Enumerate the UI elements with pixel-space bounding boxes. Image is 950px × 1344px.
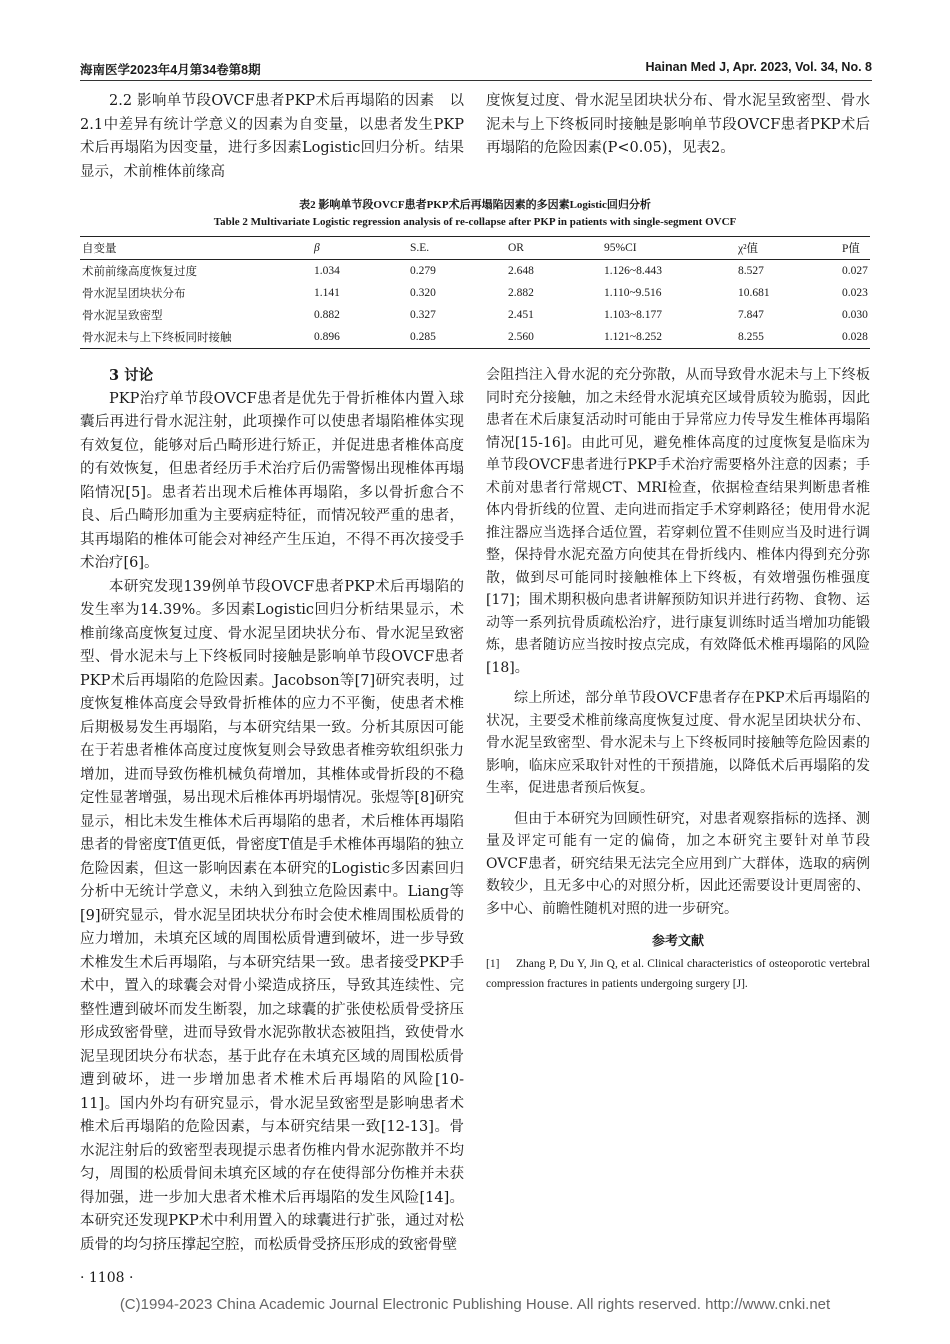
header-p: P值 [842,243,860,255]
cell-beta: 1.141 [314,287,340,299]
cell-se: 0.285 [410,331,436,343]
section-2-2-left [80,90,464,184]
discussion-right-column [486,364,870,1264]
discussion-paragraph-2: 本研究发现139例单节段OVCF患者PKP术后再塌陷的发生率为14.39%。多因素Logistic回归分析结果显示，术椎前缘高度恢复过度、骨水泥呈团块状分布、骨水泥呈致密型、骨水泥未与上下终板同时接触是影响单节段OVCF患者PKP术后再塌陷的危险因素。Jacobson等[7]研究表明，过度恢复椎体高度会导致骨折椎体的应力不平衡，使患者术椎后期极易发生再塌陷，与本研究结果一致。分析其原因可能在于若患者椎体高度过度恢复则会导致患者椎旁软组织张力增加，进而导致伤椎机械负荷增加，其椎体或骨折段的不稳定性显著增强，易出现术后椎体再坍塌情况。张煜等[8]研究显示，相比未发生椎体术后再塌陷的患者，术后椎体再塌陷患者的骨密度T值更低，骨密度T值是手术椎体再塌陷的独立危险因素，但这一影响因素在本研究的Logistic多因素回归分析中无统计学意义，未纳入到独立危险因素中。Liang等[9]研究显示，骨水泥呈团块状分布时会使术椎周围松质骨的应力增加，未填充区域的周围松质骨遭到破坏，进一步导致术椎发生术后再塌陷，与本研究结果一致。患者接受PKP手术中，置入的球囊会对骨小梁造成挤压，导致其连续性、完整性遭到破坏而发生断裂，加之球囊的扩张使松质骨受挤压形成致密骨壁，进而导致骨水泥弥散状态被阻挡，致使骨水泥呈现团块分布状态，基于此存在未填充区域的周围松质骨遭到破坏，进一步增加患者术椎术后再塌陷的风险[10-11]。国内外均有研究显示，骨水泥呈致密型是影响患者术椎术后再塌陷的危险因素，与本研究结果一致[12-13]。骨水泥注射后的致密型表现提示患者伤椎内骨水泥弥散并不均匀，周围的松质骨间未填充区域的存在使得部分伤椎并未获得加强，进一步加大患者术椎术后再塌陷的发生风险[14]。本研究还发现PKP术中利用置入的球囊进行扩张，通过对松质骨的均匀挤压撑起空腔，而松质骨受挤压形成的致密骨壁 [80,578,464,1253]
cell-beta: 0.896 [314,331,340,343]
limitation-paragraph: 但由于本研究为回顾性研究，对患者观察指标的选择、测量及评定可能有一定的偏倚，加之本研究主要针对单节段OVCF患者，研究结果无法完全应用到广大群体，选取的病例数较少，且无多中心的对照分析，因此还需要设计更周密的、多中心、前瞻性随机对照的进一步研究。 [486,810,870,917]
cell-or: 2.882 [508,287,534,299]
cell-or: 2.560 [508,331,534,343]
cell-chi2: 8.255 [738,331,764,343]
table-row [80,304,870,326]
cell-chi2: 7.847 [738,309,764,321]
table-row [80,260,870,283]
header-variable: 自变量 [82,243,117,255]
cell-or: 2.648 [508,265,534,277]
header-beta: β [314,242,320,254]
cell-beta: 1.034 [314,265,340,277]
journal-header-left: 海南医学2023年4月第34卷第8期 [80,63,261,77]
cell-p: 0.027 [842,265,868,277]
discussion-body: PKP治疗单节段OVCF患者是优先于骨折椎体内置入球囊后再进行骨水泥注射，此项操作可以使患者塌陷椎体实现有效复位，能够对后凸畸形进行矫正，并促进患者椎体高度的有效恢复，但患者经历手术治疗后仍需警惕出现椎体再塌陷情况[5]。患者若出现术后椎体再塌陷，多以骨折愈合不良、后凸畸形加重为主要病症特征，而情况较严重的患者，其再塌陷的椎体可能会对神经产生压迫，不得不再次接受手术治疗[6]。 [80,390,464,571]
header-rule [80,80,872,81]
table-row [80,326,870,349]
copyright-footer: (C)1994-2023 China Academic Journal Electronic Publishing House. All rights reserved. http://www.cnki.net [119,1296,831,1313]
conclusion-paragraph: 综上所述，部分单节段OVCF患者存在PKP术后再塌陷的状况，主要受术椎前缘高度恢复过度、骨水泥呈团块状分布、骨水泥呈致密型、骨水泥未与上下终板同时接触等危险因素的影响，临床应采取针对性的干预措施，以降低术后再塌陷的发生率，促进患者预后恢复。 [486,690,870,796]
cell-se: 0.320 [410,287,436,299]
header-ci: 95%CI [604,242,637,254]
cell-p: 0.028 [842,331,868,343]
section-2-2-heading: 2.2 影响单节段OVCF患者PKP术后再塌陷的因素 [109,93,435,109]
cell-ci: 1.126~8.443 [604,265,662,277]
cell-se: 0.327 [410,309,436,321]
reference-text: Zhang P, Du Y, Jin Q, et al. Clinical characteristics of osteoporotic vertebral compression fractures in patients undergoing surgery [J]. [486,957,870,990]
cell-p: 0.030 [842,309,868,321]
table-caption-en: Table 2 Multivariate Logistic regression analysis of re-collapse after PKP in patients with single-segment OVCF [213,216,737,228]
cell-chi2: 8.527 [738,265,764,277]
cell-ci: 1.103~8.177 [604,309,662,321]
cell-ci: 1.110~9.516 [604,287,662,299]
cell-or: 2.451 [508,309,534,321]
section-2-2-text-left: 以2.1中差异有统计学意义的因素为自变量，以患者发生PKP术后再塌陷为因变量，进行多因素Logistic回归分析。结果显示，术前椎体前缘高 [80,93,465,180]
cell-se: 0.279 [410,265,436,277]
table-header-row [80,237,870,260]
cell-beta: 0.882 [314,309,340,321]
table-caption-cn: 表2 影响单节段OVCF患者PKP术后再塌陷因素的多因素Logistic回归分析 [299,199,651,211]
cell-p: 0.023 [842,287,868,299]
section-2-2-text-right: 度恢复过度、骨水泥呈团块状分布、骨水泥呈致密型、骨水泥未与上下终板同时接触是影响单节段OVCF患者PKP术后再塌陷的危险因素(P<0.05)，见表2。 [486,93,870,156]
section-2-2-right [486,90,870,161]
regression-table [80,236,870,349]
cell-ci: 1.121~8.252 [604,331,662,343]
table-row [80,282,870,304]
header-chi2: χ²值 [738,243,759,255]
page-number: · 1108 · [80,1270,134,1286]
reference-number: [1] [486,957,500,970]
journal-header-right: Hainan Med J, Apr. 2023, Vol. 34, No. 8 [645,60,872,74]
discussion-left-column [80,364,464,1264]
cell-chi2: 10.681 [738,287,770,299]
discussion-body-continued: 会阻挡注入骨水泥的充分弥散，从而导致骨水泥未与上下终板同时充分接触，加之未经骨水泥填充区域骨质较为脆弱，因此患者在术后康复活动时可能由于异常应力传导发生椎体再塌陷情况[15-16]。由此可见，避免椎体高度的过度恢复是临床为单节段OVCF患者进行PKP手术治疗需要格外注意的因素；手术前对患者行常规CT、MRI检查，依据检查结果判断患者椎体内骨折线的位置、走向进而指定手术穿刺路径；使用骨水泥推注器应当选择合适位置，若穿刺位置不佳则应当及时进行调整，保持骨水泥充盈方向使其在骨折线内、椎体内得到充分弥散，做到尽可能同时接触椎体上下终板，有效增强伤椎强度[17]；围术期积极向患者讲解预防知识并进行药物、食物、运动等一系列抗骨质疏松治疗，进行康复训练时适当增加功能锻炼，患者随访应当按时按点完成，有效降低术椎再塌陷的风险[18]。 [486,367,870,676]
header-or: OR [508,242,524,254]
cell-variable: 骨水泥呈团块状分布 [82,288,186,300]
reference-item [486,954,870,994]
cell-variable: 术前前缘高度恢复过度 [82,266,197,278]
references-heading: 参考文献 [651,934,704,949]
header-se: S.E. [410,242,430,254]
cell-variable: 骨水泥未与上下终板同时接触 [82,332,232,344]
discussion-heading: 3 讨论 [109,367,154,384]
cell-variable: 骨水泥呈致密型 [82,310,163,322]
